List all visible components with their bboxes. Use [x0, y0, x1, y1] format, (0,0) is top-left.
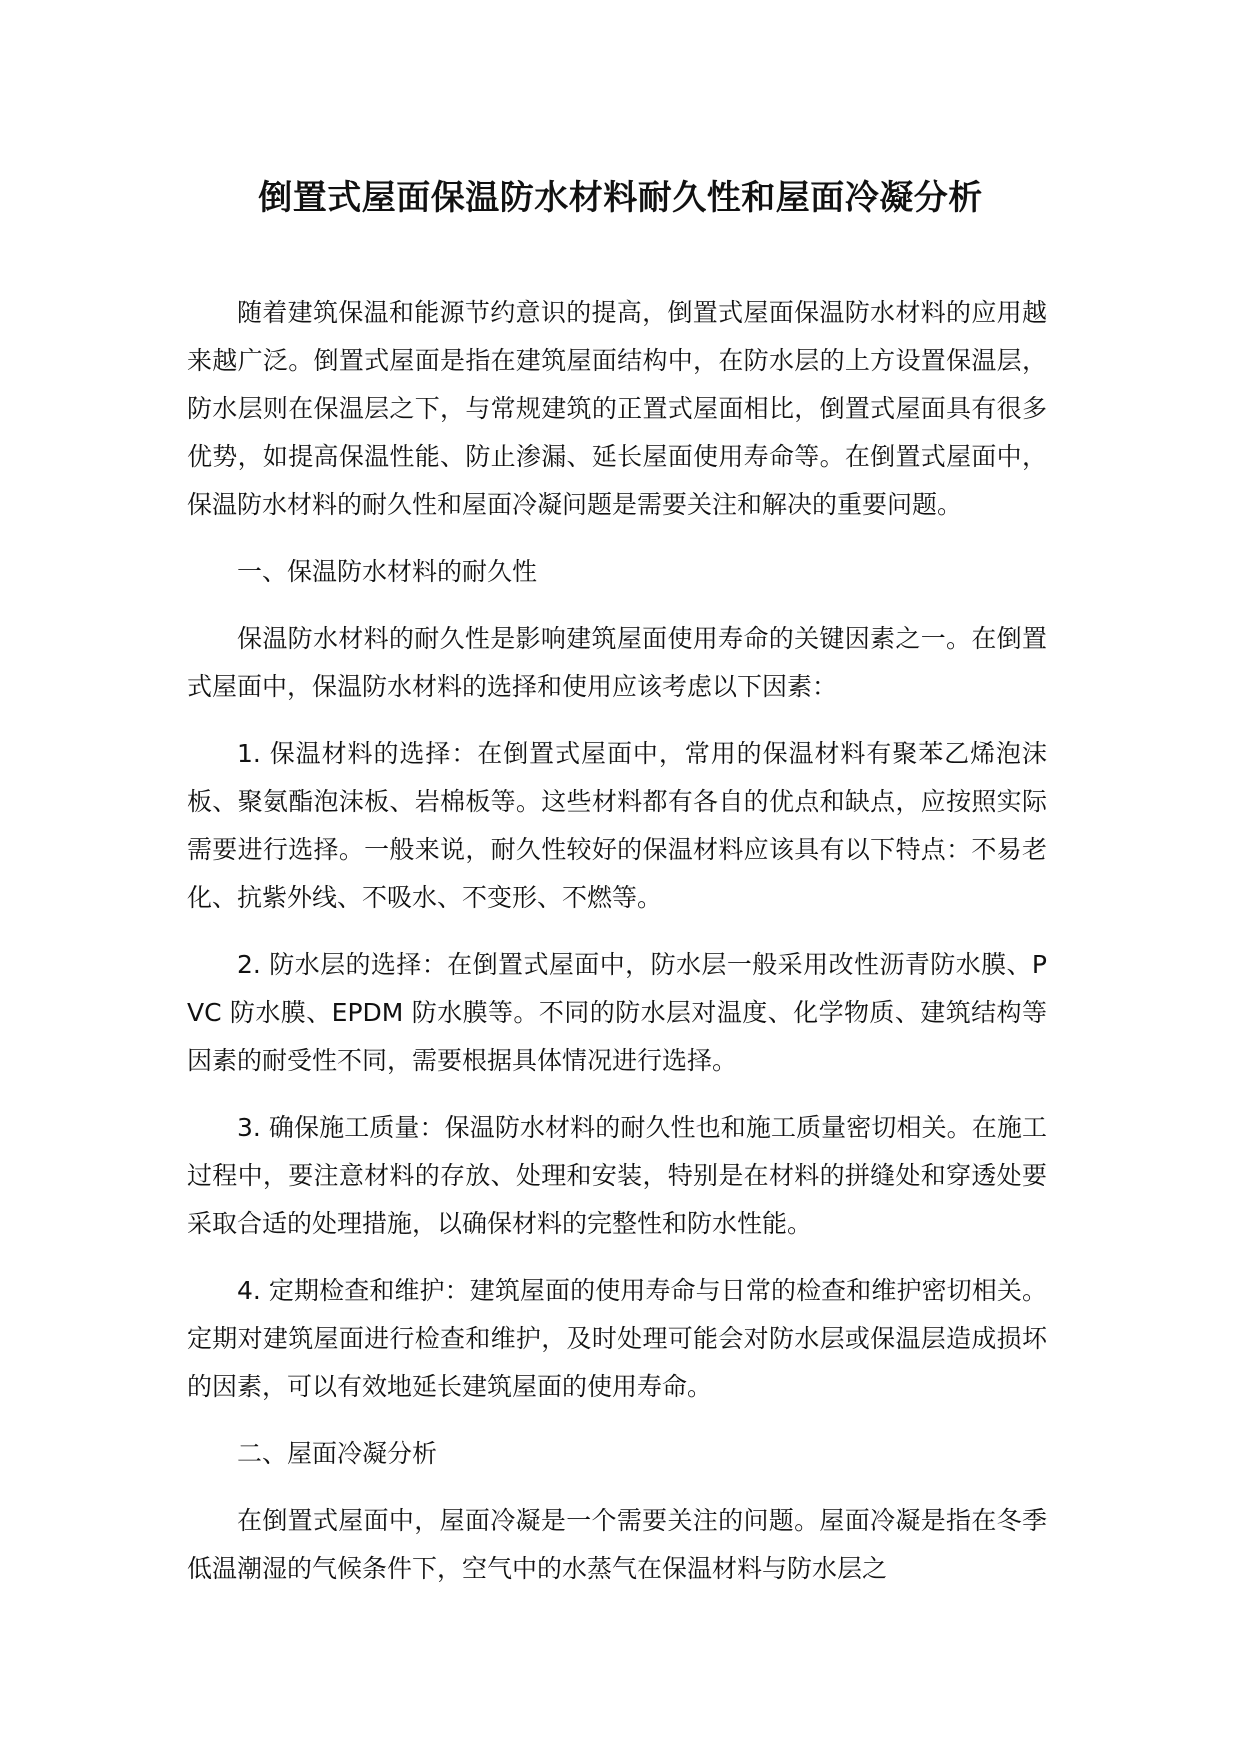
condensation-paragraph: 在倒置式屋面中，屋面冷凝是一个需要关注的问题。屋面冷凝是指在冬季低温潮湿的气候条件下，空气中的水蒸气在保温材料与防水层之: [187, 1506, 1047, 1583]
section-heading-durability: 一、保温防水材料的耐久性: [237, 557, 538, 586]
list-item-insulation-material: 1. 保温材料的选择：在倒置式屋面中，常用的保温材料有聚苯乙烯泡沫板、聚氨酯泡沫板、岩棉板等。这些材料都有各自的优点和缺点，应按照实际需要进行选择。一般来说，耐久性较好的保温材料应该具有以下特点：不易老化、抗紫外线、不吸水、不变形、不燃等。: [187, 739, 1047, 912]
intro-paragraph: 随着建筑保温和能源节约意识的提高，倒置式屋面保温防水材料的应用越来越广泛。倒置式屋面是指在建筑屋面结构中，在防水层的上方设置保温层，防水层则在保温层之下，与常规建筑的正置式屋面相比，倒置式屋面具有很多优势，如提高保温性能、防止渗漏、延长屋面使用寿命等。在倒置式屋面中，保温防水材料的耐久性和屋面冷凝问题是需要关注和解决的重要问题。: [187, 298, 1047, 519]
list-item-waterproof-layer: 2. 防水层的选择：在倒置式屋面中，防水层一般采用改性沥青防水膜、PVC 防水膜、EPDM 防水膜等。不同的防水层对温度、化学物质、建筑结构等因素的耐受性不同，需要根据具体情况进行选择。: [187, 950, 1047, 1075]
durability-intro-paragraph: 保温防水材料的耐久性是影响建筑屋面使用寿命的关键因素之一。在倒置式屋面中，保温防水材料的选择和使用应该考虑以下因素：: [187, 624, 1047, 701]
list-item-construction-quality: 3. 确保施工质量：保温防水材料的耐久性也和施工质量密切相关。在施工过程中，要注意材料的存放、处理和安装，特别是在材料的拼缝处和穿透处要采取合适的处理措施，以确保材料的完整性和防水性能。: [187, 1113, 1047, 1238]
list-item-inspection-maintenance: 4. 定期检查和维护：建筑屋面的使用寿命与日常的检查和维护密切相关。定期对建筑屋面进行检查和维护，及时处理可能会对防水层或保温层造成损坏的因素，可以有效地延长建筑屋面的使用寿命。: [187, 1276, 1047, 1401]
section-heading-condensation: 二、屋面冷凝分析: [237, 1439, 438, 1468]
document-title: 倒置式屋面保温防水材料耐久性和屋面冷凝分析: [258, 178, 983, 218]
document-body: [187, 289, 1047, 1612]
